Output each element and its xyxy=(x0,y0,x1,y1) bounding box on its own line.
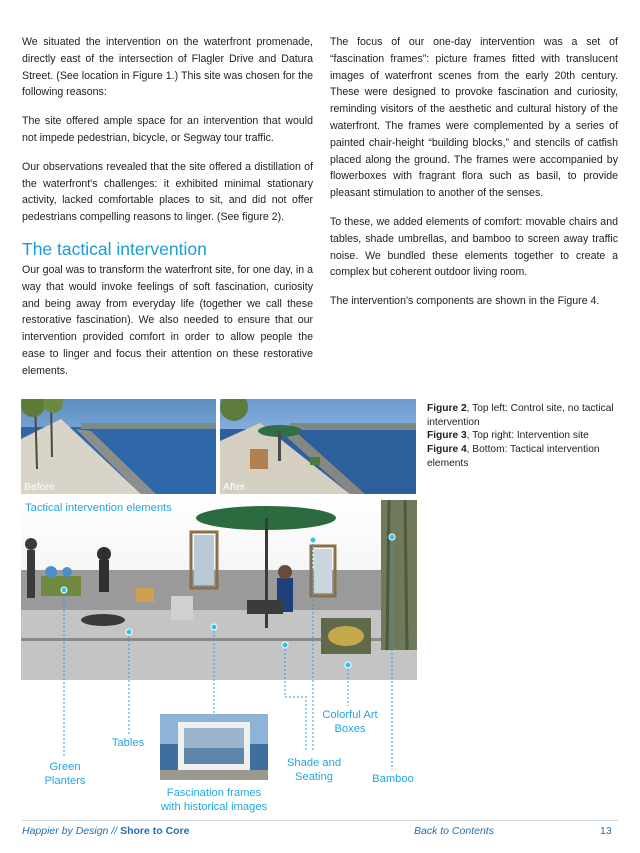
paragraph: We situated the intervention on the waterfront promenade, directly east of the intersection of Flagler Drive and Datura Street. (See location in Figure 1.) This site was chosen for the following reasons: xyxy=(22,36,313,99)
callout-shade-seating: Shade and Seating xyxy=(286,757,342,783)
callout-bamboo: Bamboo xyxy=(372,773,414,785)
page-number: 13 xyxy=(600,825,612,837)
callout-tables: Tables xyxy=(111,737,145,749)
footer-divider xyxy=(22,820,618,821)
caption-fig4: Figure 4, Bottom: Tactical intervention elements xyxy=(427,444,600,469)
caption-fig2: Figure 2, Top left: Control site, no tactical intervention xyxy=(427,403,614,428)
callout-fascination-frames: Fascination frames with historical images xyxy=(160,787,268,813)
fascination-frame-inset xyxy=(160,714,268,780)
picture-frame-icon xyxy=(160,714,268,780)
paragraph: Our observations revealed that the site offered a distillation of the waterfront's challenges: it exhibited minimal stationary activity, lacked comfortable places to sit, and did not offer pedestrians compelling reasons to linger. (See figure 2). xyxy=(22,160,313,224)
figure-caption xyxy=(427,402,627,471)
callout-art-boxes: Colorful Art Boxes xyxy=(322,709,378,735)
footer-title: Happier by Design // Shore to Core xyxy=(22,825,190,837)
paragraph: The site offered ample space for an intervention that would not impede pedestrian, bicycle, or Segway tour traffic. xyxy=(22,115,313,144)
section-heading: The tactical intervention xyxy=(22,238,207,259)
paragraph: To these, we added elements of comfort: movable chairs and tables, shade umbrellas, and bamboo to screen away traffic noise. We bundled these elements together to create a complex but coherent outdoor living room. xyxy=(330,215,618,279)
paragraph: The focus of our one-day intervention was a set of “fascination frames”: picture frames fitted with translucent images of waterfront scenes from the early 20th century. These were designed to provoke fascination and curiosity, reminding visitors of the aesthetic and cultural history of the waterfront. The frames were complemented by a series of painted chair-height “building blocks,” and stencils of catfish placed along the ground. The frames were accompanied by flowerboxes with fragrant flora such as basil, to provide pleasant stimulation to another of the senses. xyxy=(330,36,618,200)
back-to-contents-link[interactable]: Back to Contents xyxy=(414,825,494,837)
callout-green-planters: Green Planters xyxy=(44,761,86,787)
figure-heading: Tactical intervention elements xyxy=(25,502,172,514)
caption-fig3: Figure 3, Top right: Intervention site xyxy=(427,430,589,442)
paragraph: The intervention's components are shown in the Figure 4. xyxy=(330,295,600,308)
photo-label-before: Before xyxy=(24,481,55,493)
photo-label-after: After xyxy=(223,481,246,493)
paragraph: Our goal was to transform the waterfront site, for one day, in a way that would invoke feelings of soft fascination, curiosity and being away from everyday life (together we call these restorative fascination). We also needed to ensure that our intervention provided comfort in order to allow people the ease to linger and focus their attention on these restorative elements. xyxy=(22,263,313,377)
